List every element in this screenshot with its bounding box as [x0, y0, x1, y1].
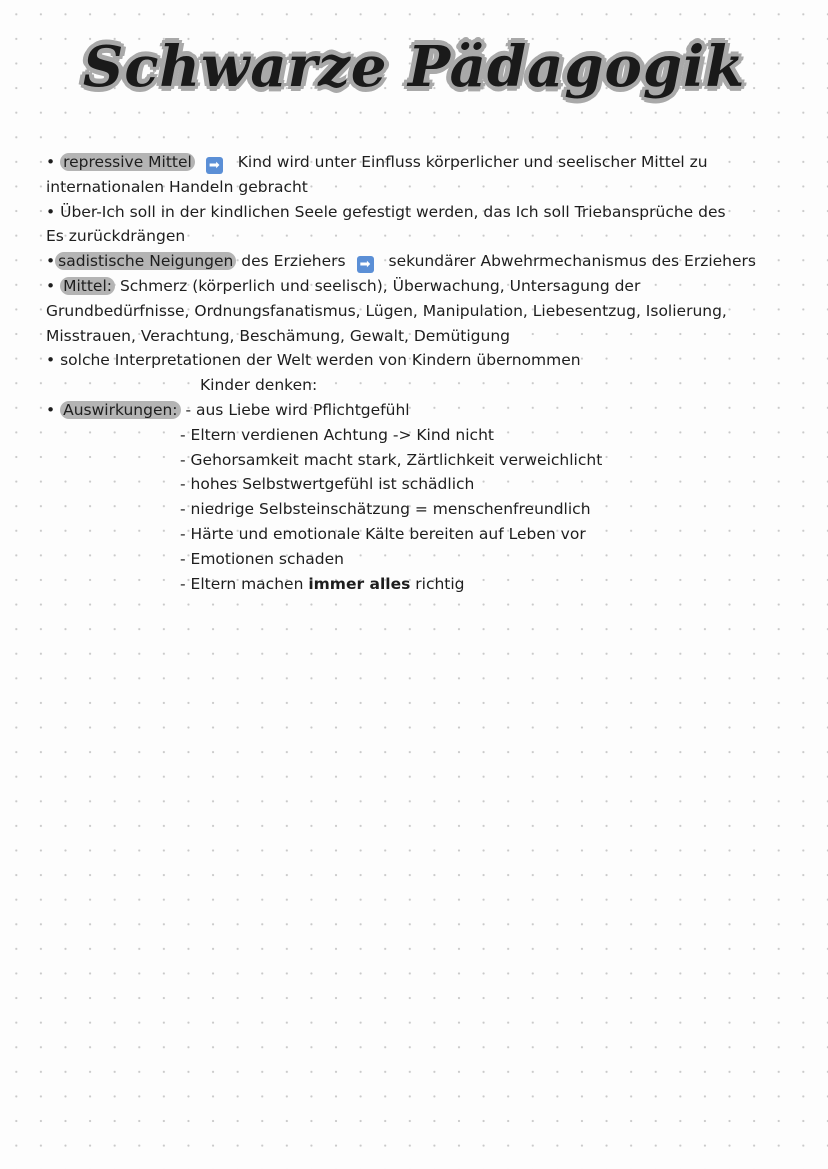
note-text: Kinder denken:: [200, 376, 318, 395]
highlight-sadistische-neigungen: sadistische Neigungen: [55, 252, 236, 270]
list-item: - Eltern verdienen Achtung -> Kind nicht: [180, 425, 494, 444]
note-text: Es zurückdrängen: [46, 227, 186, 246]
note-text: sekundärer Abwehrmechanismus des Erziehers: [388, 252, 756, 271]
note-text: Über-Ich soll in der kindlichen Seele gefestigt werden, das Ich soll Triebansprüche des: [60, 202, 726, 221]
note-text: richtig: [415, 574, 465, 593]
note-text: - Eltern machen: [180, 574, 304, 593]
right-arrow-icon: ➡: [206, 157, 223, 174]
list-item-last: [46, 572, 816, 597]
note-text: des Erziehers: [241, 252, 346, 271]
bullet: •: [46, 202, 56, 221]
note-repressive-line2: [46, 175, 816, 200]
notes-content: [46, 150, 816, 596]
note-text: Misstrauen, Verachtung, Beschämung, Gewalt, Demütigung: [46, 326, 510, 345]
bold-text: immer alles: [308, 574, 411, 593]
list-item: - Gehorsamkeit macht stark, Zärtlichkeit verweichlicht: [180, 450, 603, 469]
bullet: •: [46, 400, 56, 419]
right-arrow-icon: ➡: [357, 256, 374, 273]
bullet: •: [46, 153, 56, 171]
list-item: - hohes Selbstwertgefühl ist schädlich: [180, 475, 475, 494]
note-sadistisch-line: [46, 249, 816, 274]
note-mittel-line1: [46, 274, 816, 299]
note-kinder-denken: [46, 373, 816, 398]
note-text: Grundbedürfnisse, Ordnungsfanatismus, Lügen, Manipulation, Liebesentzug, Isolierung,: [46, 301, 727, 320]
highlight-auswirkungen: Auswirkungen:: [60, 401, 180, 419]
bullet: •: [46, 252, 56, 271]
highlight-mittel: Mittel:: [60, 277, 115, 295]
note-ueber-ich-line1: [46, 200, 816, 225]
note-mittel-line2: [46, 299, 816, 324]
list-item: - Härte und emotionale Kälte bereiten auf Leben vor: [180, 524, 586, 543]
list-item: - niedrige Selbsteinschätzung = menschenfreundlich: [180, 500, 591, 519]
page-title: Schwarze Pädagogik: [82, 34, 746, 100]
note-text: internationalen Handeln gebracht: [46, 177, 308, 196]
note-repressive-line1: [46, 150, 816, 175]
note-ueber-ich-line2: [46, 224, 816, 249]
bullet: •: [46, 351, 56, 370]
note-text: Schmerz (körperlich und seelisch), Überwachung, Untersagung der: [119, 276, 641, 295]
list-item: - aus Liebe wird Pflichtgefühl: [185, 400, 410, 419]
list-item: - Emotionen schaden: [180, 549, 344, 568]
highlight-repressive-mittel: repressive Mittel: [60, 153, 195, 171]
note-text: solche Interpretationen der Welt werden von Kindern übernommen: [60, 351, 581, 370]
title-area: [0, 22, 828, 122]
note-mittel-line3: [46, 324, 816, 349]
note-auswirkungen-line1: [46, 398, 816, 423]
bullet: •: [46, 276, 56, 295]
note-interpretationen-line: [46, 348, 816, 373]
note-text: Kind wird unter Einfluss körperlicher und seelischer Mittel zu: [237, 153, 708, 171]
